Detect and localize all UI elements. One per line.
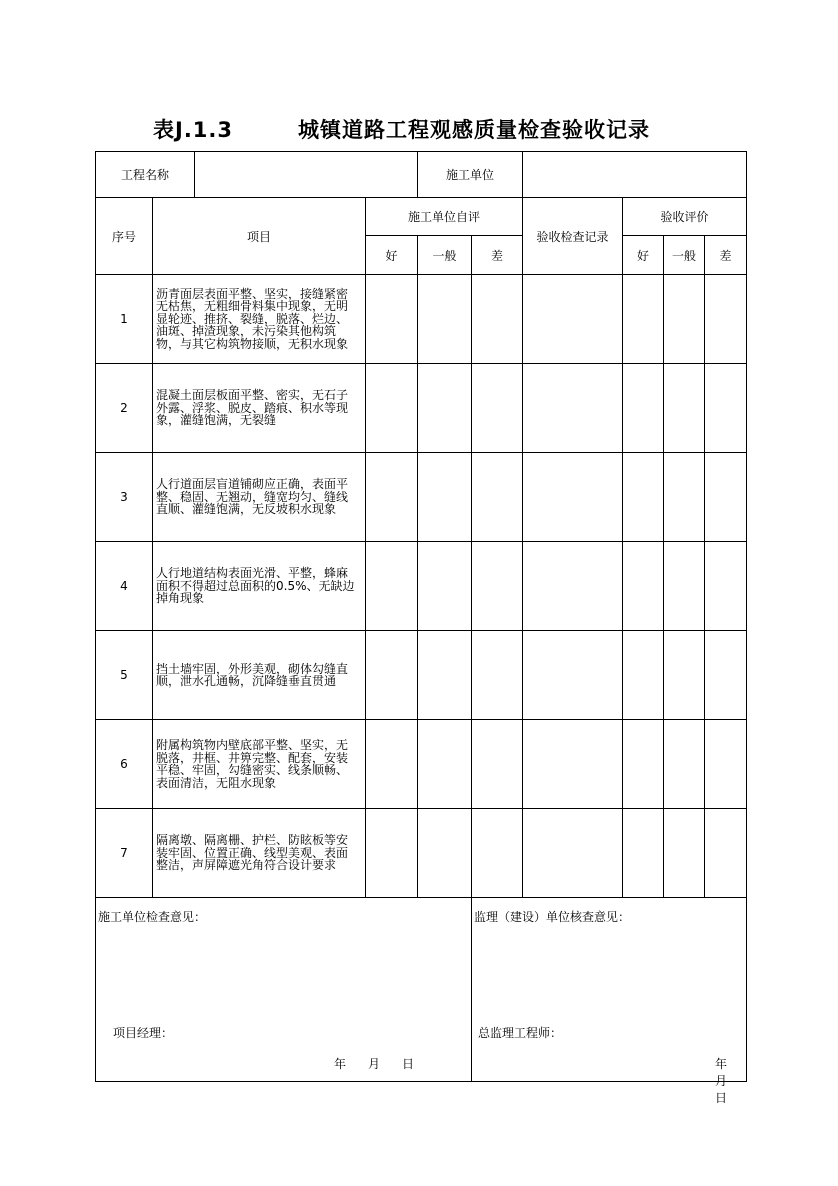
self-eval-good-cell[interactable] xyxy=(366,453,418,542)
self-eval-poor-cell[interactable] xyxy=(472,542,523,631)
self-eval-average-cell[interactable] xyxy=(418,453,472,542)
row-item-text: 人行道面层盲道铺砌应正确，表面平整、稳固、无翘动，缝宽均匀、缝线直顺、灌缝饱满，无反坡积水现象 xyxy=(153,453,366,542)
row-number: 7 xyxy=(96,809,153,898)
col-self-eval-header: 施工单位自评 xyxy=(366,198,523,236)
acceptance-good-cell[interactable] xyxy=(623,542,664,631)
row-item-text: 附属构筑物内壁底部平整、坚实，无脱落，井框、井箅完整、配套，安装平稳、牢固，勾缝密实、线条顺畅、表面清洁，无阻水现象 xyxy=(153,720,366,809)
form-title xyxy=(95,114,746,146)
acceptance-good-cell[interactable] xyxy=(623,720,664,809)
check-record-cell[interactable] xyxy=(523,631,623,720)
row-number: 1 xyxy=(96,275,153,364)
table-row xyxy=(96,275,747,364)
self-eval-good-header: 好 xyxy=(366,236,418,275)
table-row xyxy=(96,809,747,898)
self-eval-poor-cell[interactable] xyxy=(472,275,523,364)
form-code: 表J.1.3 xyxy=(153,118,233,142)
contractor-opinion-box[interactable] xyxy=(96,898,472,1082)
self-eval-average-cell[interactable] xyxy=(418,720,472,809)
check-record-cell[interactable] xyxy=(523,453,623,542)
table-row xyxy=(96,364,747,453)
acceptance-average-cell[interactable] xyxy=(664,809,705,898)
self-eval-good-cell[interactable] xyxy=(366,542,418,631)
date-day: 日 xyxy=(402,1057,415,1071)
column-header-row-1 xyxy=(96,198,747,236)
acceptance-average-cell[interactable] xyxy=(664,364,705,453)
supervisor-date xyxy=(715,1055,749,1106)
supervisor-opinion-label: 监理（建设）单位核查意见： xyxy=(474,910,631,924)
project-name-value xyxy=(195,152,418,198)
row-number: 2 xyxy=(96,364,153,453)
acceptance-poor-cell[interactable] xyxy=(705,720,747,809)
acceptance-average-cell[interactable] xyxy=(664,542,705,631)
date-month: 月 xyxy=(368,1057,381,1071)
self-eval-poor-cell[interactable] xyxy=(472,364,523,453)
self-eval-average-cell[interactable] xyxy=(418,809,472,898)
date-year: 年 xyxy=(715,1057,728,1071)
acceptance-good-cell[interactable] xyxy=(623,631,664,720)
acceptance-average-cell[interactable] xyxy=(664,275,705,364)
acceptance-poor-cell[interactable] xyxy=(705,542,747,631)
table-row xyxy=(96,542,747,631)
row-item-text: 混凝土面层板面平整、密实，无石子外露、浮浆、脱皮、踏痕、积水等现象，灌缝饱满，无裂缝 xyxy=(153,364,366,453)
row-number: 6 xyxy=(96,720,153,809)
row-number: 5 xyxy=(96,631,153,720)
self-eval-average-cell[interactable] xyxy=(418,542,472,631)
check-record-cell[interactable] xyxy=(523,275,623,364)
acceptance-good-cell[interactable] xyxy=(623,275,664,364)
self-eval-good-cell[interactable] xyxy=(366,364,418,453)
contractor-opinion-label: 施工单位检查意见： xyxy=(98,910,207,924)
check-record-cell[interactable] xyxy=(523,809,623,898)
acceptance-average-cell[interactable] xyxy=(664,720,705,809)
self-eval-average-cell[interactable] xyxy=(418,631,472,720)
row-item-text: 沥青面层表面平整、坚实，接缝紧密无枯焦，无粗细骨料集中现象，无明显轮迹、推挤、裂缝，脱落、烂边、油斑、掉渣现象，未污染其他构筑物，与其它构筑物接顺，无积水现象 xyxy=(153,275,366,364)
acceptance-poor-cell[interactable] xyxy=(705,364,747,453)
acceptance-good-cell[interactable] xyxy=(623,364,664,453)
row-item-text: 挡土墙牢固，外形美观，砌体勾缝直顺，泄水孔通畅，沉降缝垂直贯通 xyxy=(153,631,366,720)
chief-engineer-label: 总监理工程师： xyxy=(478,1026,563,1040)
col-acceptance-eval-header: 验收评价 xyxy=(623,198,747,236)
self-eval-poor-header: 差 xyxy=(472,236,523,275)
acceptance-poor-cell[interactable] xyxy=(705,809,747,898)
contractor-value xyxy=(523,152,747,198)
opinion-row xyxy=(96,898,747,1082)
row-item-text: 人行地道结构表面光滑、平整，蜂麻面积不得超过总面积的0.5%、无缺边掉角现象 xyxy=(153,542,366,631)
row-number: 3 xyxy=(96,453,153,542)
date-year: 年 xyxy=(334,1057,347,1071)
check-record-cell[interactable] xyxy=(523,542,623,631)
col-check-record-header: 验收检查记录 xyxy=(523,198,623,275)
form-title-text: 城镇道路工程观感质量检查验收记录 xyxy=(298,118,650,142)
row-item-text: 隔离墩、隔离栅、护栏、防眩板等安装牢固、位置正确、线型美观、表面整洁，声屏障遮光角符合设计要求 xyxy=(153,809,366,898)
self-eval-poor-cell[interactable] xyxy=(472,720,523,809)
acceptance-good-cell[interactable] xyxy=(623,809,664,898)
header-row xyxy=(96,152,747,198)
acceptance-poor-cell[interactable] xyxy=(705,275,747,364)
project-manager-label: 项目经理： xyxy=(113,1026,174,1040)
row-number: 4 xyxy=(96,542,153,631)
date-month: 月 xyxy=(715,1074,728,1088)
table-row xyxy=(96,453,747,542)
self-eval-good-cell[interactable] xyxy=(366,631,418,720)
table-row xyxy=(96,720,747,809)
self-eval-poor-cell[interactable] xyxy=(472,809,523,898)
self-eval-average-cell[interactable] xyxy=(418,275,472,364)
project-name-label: 工程名称 xyxy=(96,152,195,198)
check-record-cell[interactable] xyxy=(523,720,623,809)
inspection-form-table xyxy=(95,151,747,1105)
self-eval-good-cell[interactable] xyxy=(366,809,418,898)
acceptance-good-header: 好 xyxy=(623,236,664,275)
contractor-label: 施工单位 xyxy=(418,152,523,198)
table-row xyxy=(96,631,747,720)
self-eval-average-cell[interactable] xyxy=(418,364,472,453)
acceptance-average-header: 一般 xyxy=(664,236,705,275)
self-eval-poor-cell[interactable] xyxy=(472,453,523,542)
acceptance-poor-cell[interactable] xyxy=(705,453,747,542)
acceptance-poor-header: 差 xyxy=(705,236,747,275)
self-eval-good-cell[interactable] xyxy=(366,720,418,809)
col-item-header: 项目 xyxy=(153,198,366,275)
col-seq-header: 序号 xyxy=(96,198,153,275)
self-eval-poor-cell[interactable] xyxy=(472,631,523,720)
acceptance-good-cell[interactable] xyxy=(623,453,664,542)
date-day: 日 xyxy=(715,1091,728,1105)
self-eval-good-cell[interactable] xyxy=(366,275,418,364)
check-record-cell[interactable] xyxy=(523,364,623,453)
supervisor-opinion-box[interactable] xyxy=(472,898,747,1105)
acceptance-average-cell[interactable] xyxy=(664,631,705,720)
acceptance-poor-cell[interactable] xyxy=(705,631,747,720)
acceptance-average-cell[interactable] xyxy=(664,453,705,542)
self-eval-average-header: 一般 xyxy=(418,236,472,275)
contractor-date xyxy=(334,1055,414,1072)
